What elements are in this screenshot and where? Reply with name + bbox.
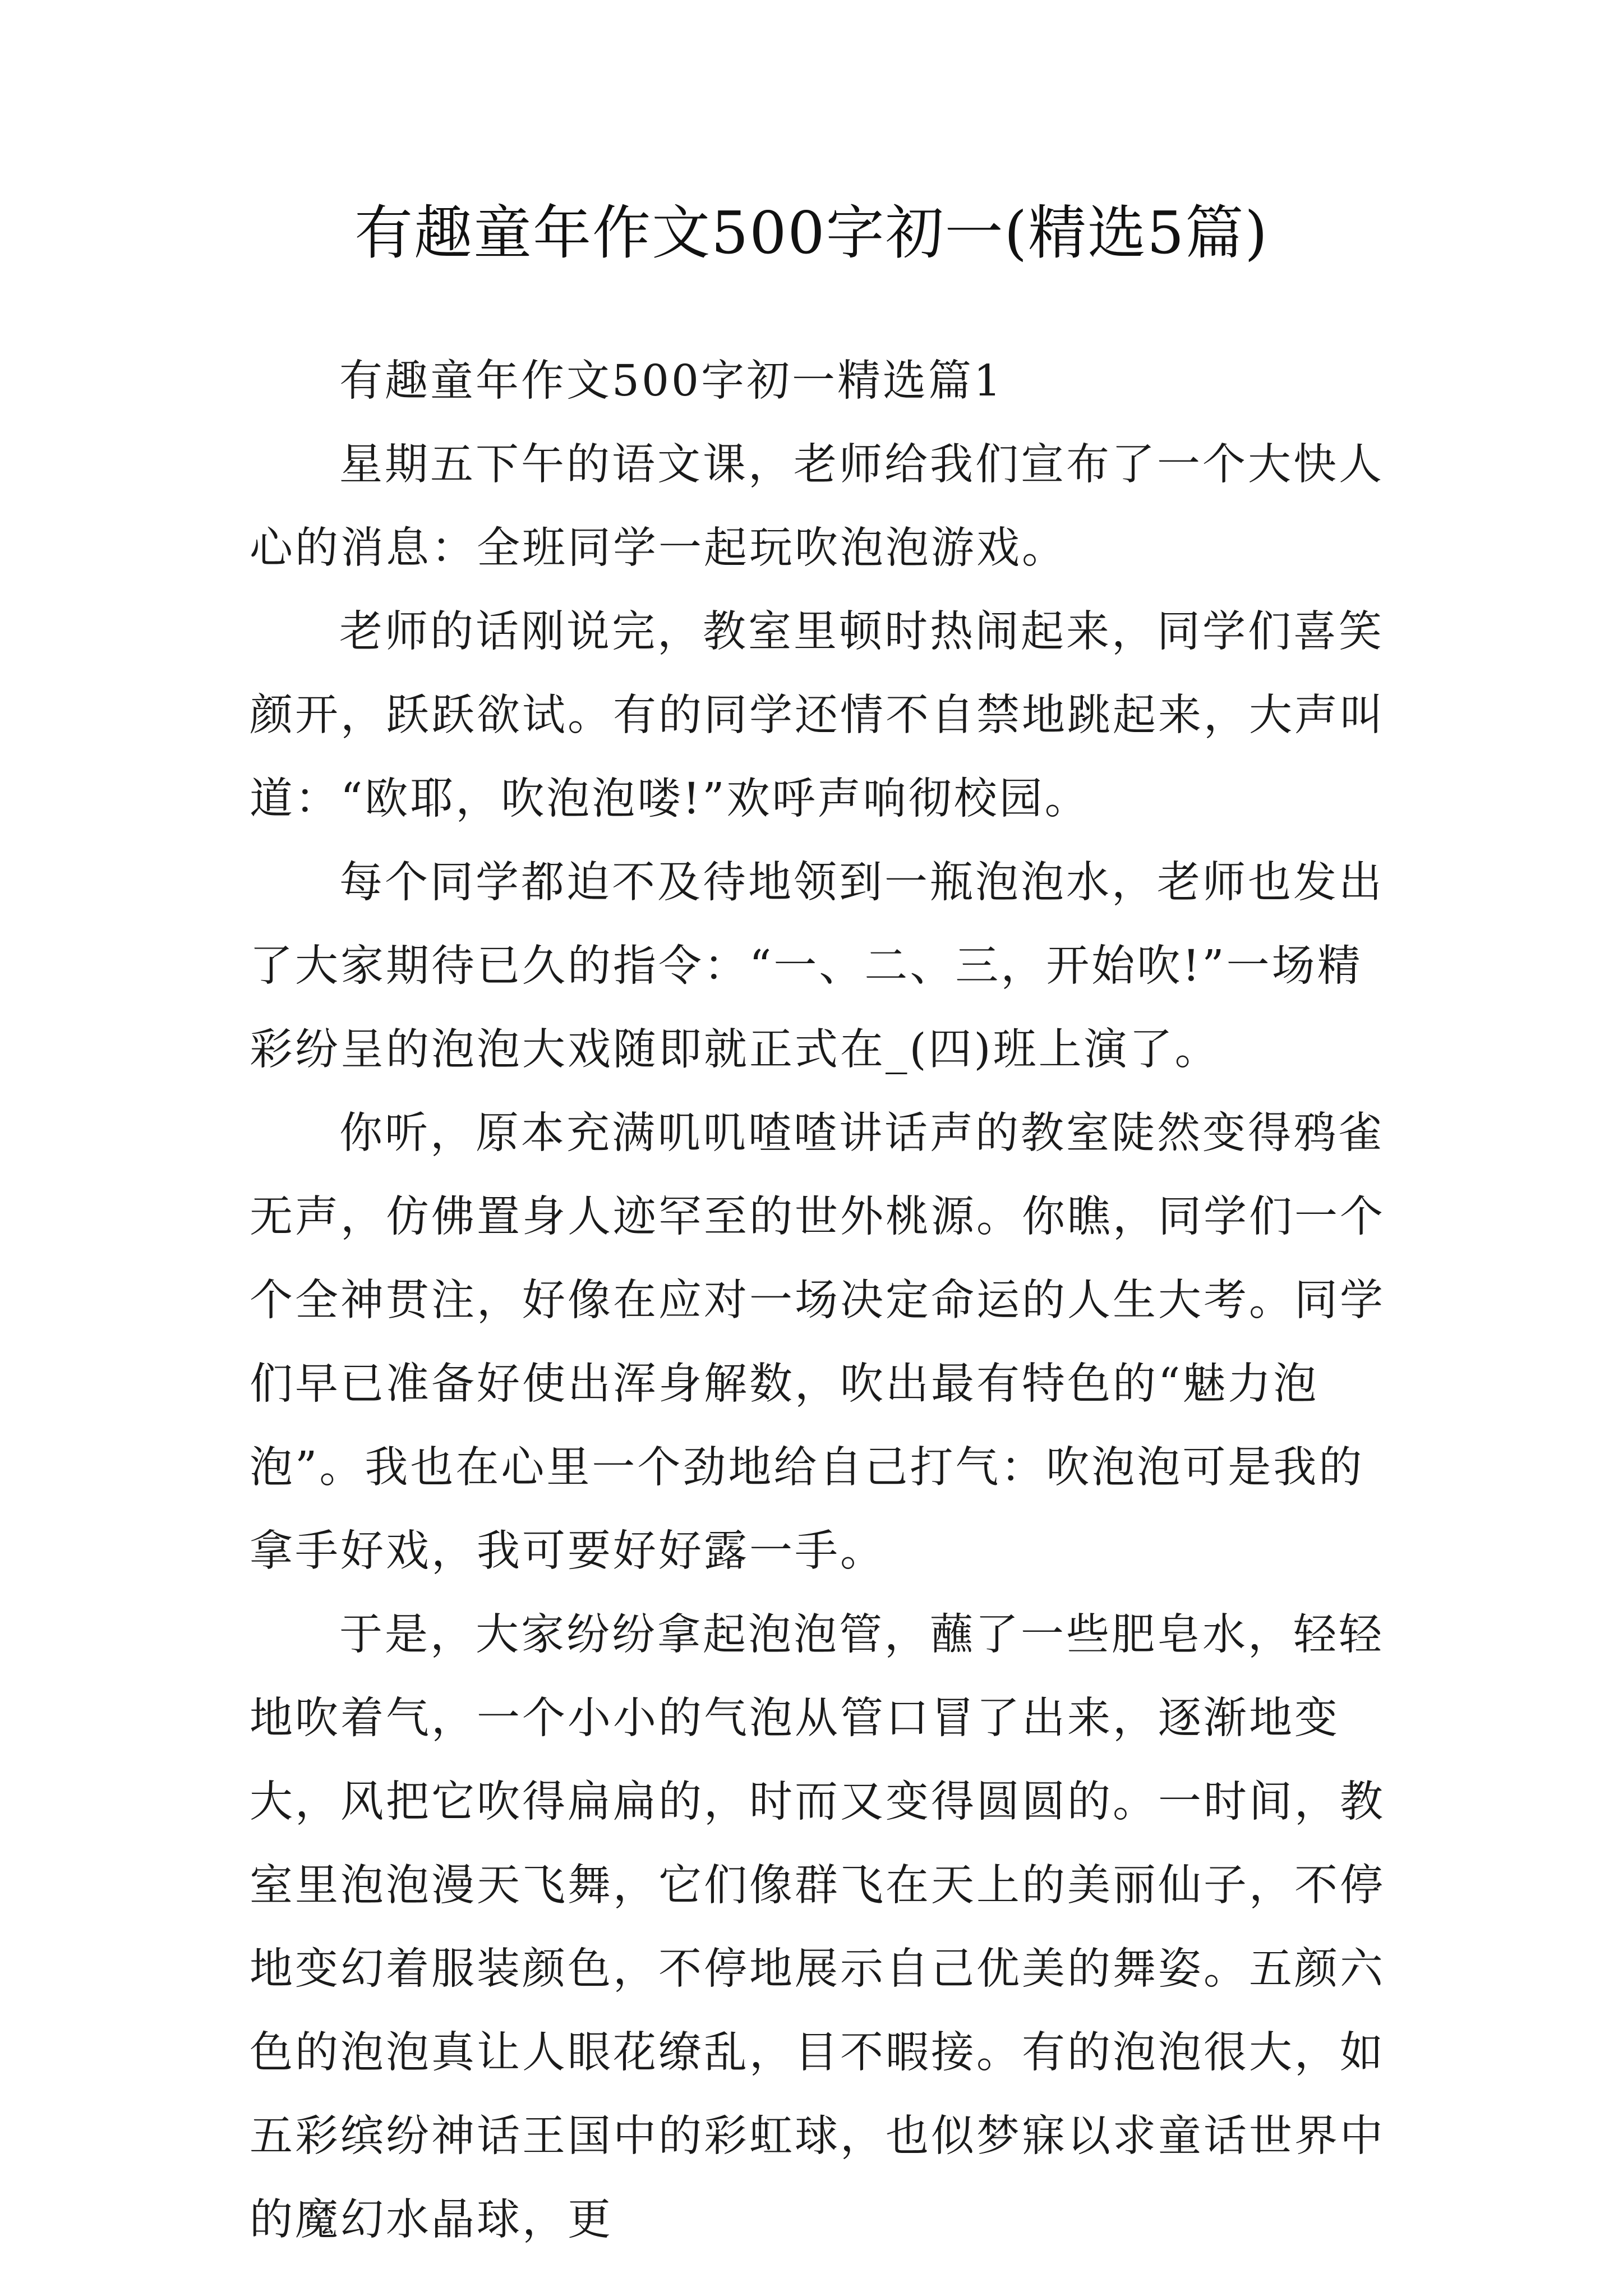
section-heading: 有趣童年作文500字初一精选篇1 (339, 356, 1003, 406)
document-title: 有趣童年作文500字初一(精选5篇) (354, 199, 1269, 267)
paragraph-5: 于是，大家纷纷拿起泡泡管，蘸了一些肥皂水，轻轻地吹着气，一个小小的气泡从管口冒了出来，逐渐地变大，风把它吹得扁扁的，时而又变得圆圆的。一时间，教室里泡泡漫天飞舞，它们像群飞在天上的美丽仙子，不停地变幻着服装颜色，不停地展示自己优美的舞姿。五颜六色的泡泡真让人眼花缭乱，目不暇接。有的泡泡很大，如五彩缤纷神话王国中的彩虹球，也似梦寐以求童话世界中的魔幻水晶球，更 (250, 1610, 1385, 2245)
paragraph-3: 每个同学都迫不及待地领到一瓶泡泡水，老师也发出了大家期待已久的指令：“一、二、三，开始吹!”一场精彩纷呈的泡泡大戏随即就正式在_(四)班上演了。 (250, 858, 1384, 1075)
paragraph-2: 老师的话刚说完，教室里顿时热闹起来，同学们喜笑颜开，跃跃欲试。有的同学还情不自禁地跳起来，大声叫道：“欧耶，吹泡泡喽!”欢呼声响彻校园。 (250, 607, 1385, 824)
document-body (250, 339, 1394, 2262)
paragraph-4: 你听，原本充满叽叽喳喳讲话声的教室陡然变得鸦雀无声，仿佛置身人迹罕至的世外桃源。你瞧，同学们一个个全神贯注，好像在应对一场决定命运的人生大考。同学们早已准备好使出浑身解数，吹出最有特色的“魅力泡泡”。我也在心里一个劲地给自己打气：吹泡泡可是我的拿手好戏，我可要好好露一手。 (250, 1108, 1385, 1576)
paragraph-1: 星期五下午的语文课，老师给我们宣布了一个大快人心的消息：全班同学一起玩吹泡泡游戏。 (250, 440, 1384, 573)
